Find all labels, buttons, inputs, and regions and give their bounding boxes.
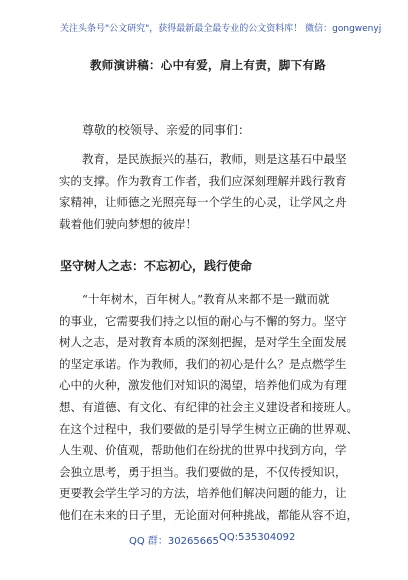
header-promo-note: 关注头条号"公文研究"，获得最新最全最专业的公文资料库！ 微信：gongwenyj xyxy=(60,24,382,34)
paragraph-line: 实的支撑。作为教育工作者，我们应深刻理解并践行教育 xyxy=(59,173,347,188)
paragraph-line: 家精神，让师德之光照亮每一个学生的心灵，让学风之舟 xyxy=(59,195,347,210)
paragraph-line: 人生观、价值观，帮助他们在纷扰的世界中找到方向，学 xyxy=(59,443,347,458)
paragraph-line: 他们在未来的日子里，无论面对何种挑战，都能从容不迫， xyxy=(59,507,358,522)
paragraph-line: 教育，是民族振兴的基石，教师，则是这基石中最坚 xyxy=(59,152,347,166)
paragraph-line: 更要教会学生学习的方法，培养他们解决问题的能力，让 xyxy=(59,486,347,501)
paragraph-line: “十年树木，百年树人。”教育从来都不是一蹴而就 xyxy=(59,292,330,306)
section-heading: 坚守树人之志：不忘初心，践行使命 xyxy=(60,259,253,273)
paragraph-line: 的事业，它需要我们持之以恒的耐心与不懈的努力。坚守 xyxy=(59,313,347,328)
section-paragraph xyxy=(59,289,358,527)
speech-title: 教师演讲稿：心中有爱，肩上有责，脚下有路 xyxy=(90,58,326,72)
paragraph-line: 会独立思考，勇于担当。我们要做的是，不仅传授知识， xyxy=(59,464,347,479)
salutation: 尊敬的校领导、亲爱的同事们： xyxy=(82,123,251,137)
page-footer xyxy=(0,532,408,546)
paragraph-line: 在这个过程中，我们要做的是引导学生树立正确的世界观、 xyxy=(59,421,358,436)
paragraph-line: 树人之志，是对教育本质的深刻把握，是对学生全面发展 xyxy=(59,335,347,350)
paragraph-line: 心中的火种，激发他们对知识的渴望，培养他们成为有理 xyxy=(59,378,347,393)
paragraph-line: 载着他们驶向梦想的彼岸！ xyxy=(59,216,197,231)
intro-paragraph xyxy=(59,149,351,235)
qq-number: QQ:535304092 xyxy=(219,532,296,543)
qq-group-number: QQ 群：30265665 xyxy=(129,536,219,547)
paragraph-line: 的坚定承诺。作为教师，我们的初心是什么？是点燃学生 xyxy=(59,356,347,371)
paragraph-line: 想、有道德、有文化、有纪律的社会主义建设者和接班人。 xyxy=(59,399,358,414)
